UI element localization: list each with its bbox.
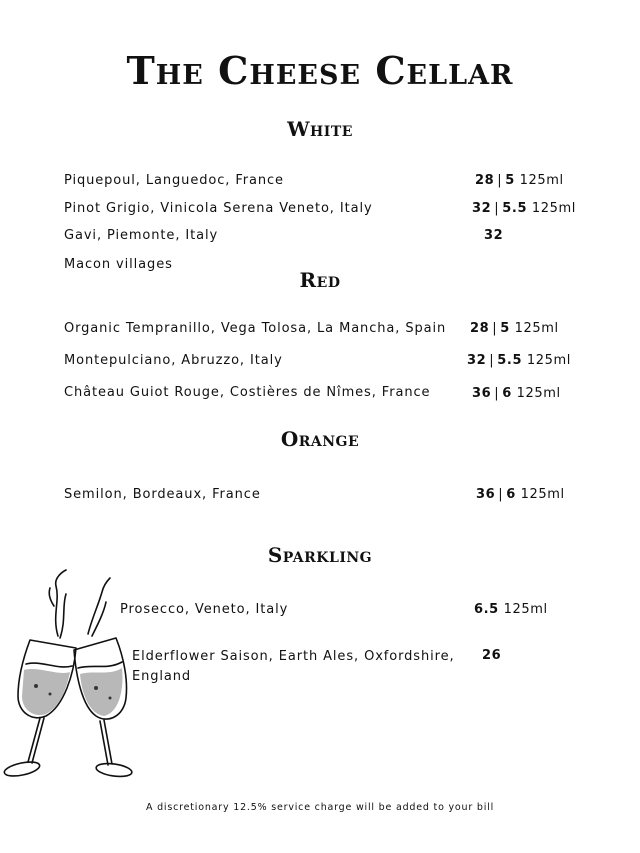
champagne-glasses-toast-icon bbox=[0, 566, 140, 786]
glass-size: 125ml bbox=[531, 201, 576, 216]
glass-price: 5 bbox=[505, 173, 515, 188]
glass-size: 125ml bbox=[519, 173, 564, 188]
section-heading-orange: Orange bbox=[280, 427, 360, 451]
glass-size: 125ml bbox=[503, 602, 548, 617]
wine-item-piquepoul: Piquepoul, Languedoc, France bbox=[64, 173, 284, 188]
wine-item-prosecco: Prosecco, Veneto, Italy bbox=[120, 602, 289, 617]
wine-item-tempranillo: Organic Tempranillo, Vega Tolosa, La Mancha, Spain bbox=[64, 321, 447, 336]
glass-price: 5.5 bbox=[497, 353, 523, 368]
section-heading-sparkling: Sparkling bbox=[267, 543, 373, 567]
glass-size: 125ml bbox=[516, 386, 561, 401]
glass-price: 5.5 bbox=[502, 201, 528, 216]
wine-item-semilon: Semilon, Bordeaux, France bbox=[64, 487, 261, 502]
wine-item-chateau-guiot: Château Guiot Rouge, Costières de Nîmes, France bbox=[64, 385, 431, 400]
wine-item-gavi: Gavi, Piemonte, Italy bbox=[64, 228, 219, 243]
wine-price-montepulciano: 32 | 5.5 125ml bbox=[467, 353, 571, 368]
bottle-price: 28 bbox=[475, 173, 495, 188]
wine-price-elderflower-saison bbox=[482, 646, 501, 666]
bottle-price: 32 bbox=[467, 353, 487, 368]
wine-price-semilon: 36 | 6 125ml bbox=[476, 487, 565, 502]
bottle-price: 36 bbox=[472, 386, 492, 401]
bottle-price: 26 bbox=[482, 648, 502, 663]
menu-title: The Cheese Cellar bbox=[126, 48, 514, 93]
glass-size: 125ml bbox=[520, 487, 565, 502]
bottle-price: 36 bbox=[476, 487, 496, 502]
item-name-line: Elderflower Saison, Earth Ales, Oxfordshire, bbox=[132, 649, 455, 664]
wine-item-montepulciano: Montepulciano, Abruzzo, Italy bbox=[64, 353, 283, 368]
service-charge-note: A discretionary 12.5% service charge will be added to your bill bbox=[145, 802, 495, 813]
section-heading-white: White bbox=[287, 117, 353, 141]
wine-item-elderflower-saison bbox=[132, 647, 455, 687]
wine-price-gavi bbox=[484, 226, 503, 246]
wine-price-piquepoul: 28 | 5 125ml bbox=[475, 173, 564, 188]
glass-size: 125ml bbox=[526, 353, 571, 368]
wine-item-macon-villages: Macon villages bbox=[64, 257, 173, 272]
wine-price-chateau-guiot: 36 | 6 125ml bbox=[472, 386, 561, 401]
glass-price: 6 bbox=[506, 487, 516, 502]
bottle-price: 32 bbox=[484, 228, 504, 243]
wine-price-pinot-grigio: 32 | 5.5 125ml bbox=[472, 201, 576, 216]
wine-price-prosecco bbox=[474, 600, 548, 620]
glass-price: 6.5 bbox=[474, 602, 499, 617]
item-name-line: England bbox=[132, 669, 192, 684]
bottle-price: 28 bbox=[470, 321, 490, 336]
section-heading-red: Red bbox=[299, 268, 341, 292]
wine-price-tempranillo: 28 | 5 125ml bbox=[470, 321, 559, 336]
glass-size: 125ml bbox=[514, 321, 559, 336]
bottle-price: 32 bbox=[472, 201, 492, 216]
glass-price: 5 bbox=[500, 321, 510, 336]
wine-item-pinot-grigio: Pinot Grigio, Vinicola Serena Veneto, Italy bbox=[64, 201, 373, 216]
glass-price: 6 bbox=[502, 386, 512, 401]
